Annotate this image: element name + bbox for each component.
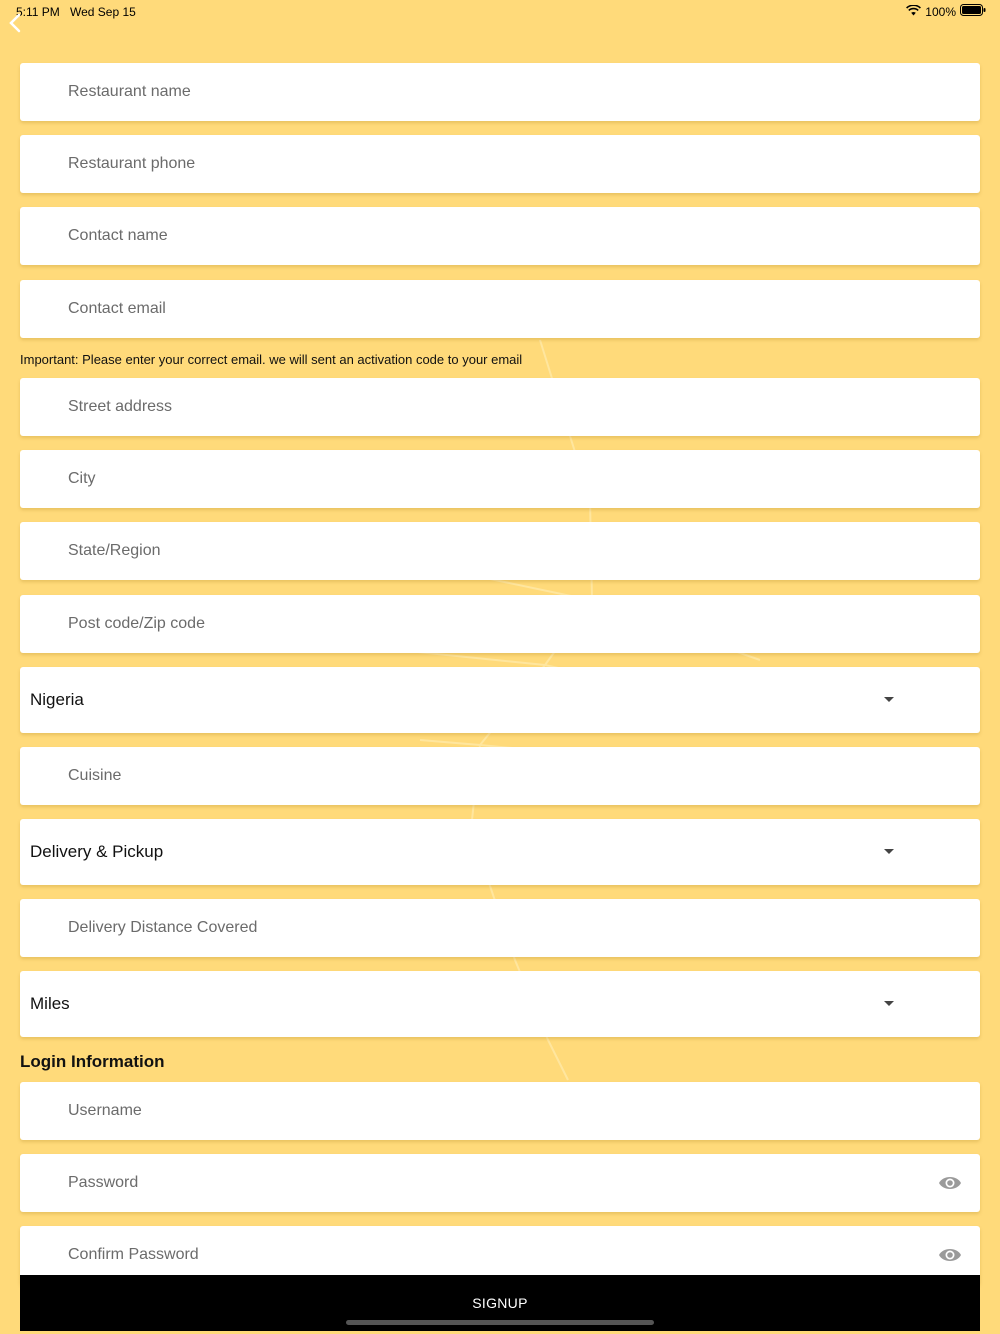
signup-button[interactable]: SIGNUP [20, 1275, 980, 1331]
service-type-select[interactable] [20, 819, 980, 885]
cuisine-input[interactable] [68, 747, 928, 805]
contact-email-field [20, 280, 980, 338]
street-address-input[interactable] [68, 378, 928, 436]
caret-down-icon [884, 849, 894, 854]
restaurant-name-input[interactable] [68, 63, 928, 121]
status-indicators [906, 4, 986, 19]
state-region-field [20, 522, 980, 580]
post-code-input[interactable] [68, 595, 928, 653]
battery-icon [960, 4, 986, 19]
caret-down-icon [884, 1001, 894, 1006]
password-field [20, 1154, 980, 1212]
restaurant-phone-input[interactable] [68, 135, 928, 193]
distance-unit-select[interactable] [20, 971, 980, 1037]
restaurant-name-field [20, 63, 980, 121]
home-indicator [346, 1320, 654, 1325]
delivery-distance-field [20, 899, 980, 957]
chevron-left-icon [9, 13, 21, 33]
back-button[interactable] [4, 10, 26, 36]
post-code-field [20, 595, 980, 653]
status-time: 5:11 PM [16, 5, 60, 19]
username-input[interactable] [68, 1082, 928, 1140]
country-selected-value: Nigeria [30, 690, 84, 709]
contact-name-field [20, 207, 980, 265]
username-field [20, 1082, 980, 1140]
delivery-distance-input[interactable] [68, 899, 928, 957]
restaurant-phone-field [20, 135, 980, 193]
street-address-field [20, 378, 980, 436]
email-note: Important: Please enter your correct email. we will sent an activation code to your email [20, 352, 523, 367]
caret-down-icon [884, 697, 894, 702]
city-input[interactable] [68, 450, 928, 508]
city-field [20, 450, 980, 508]
login-section-title: Login Information [20, 1052, 165, 1071]
eye-icon[interactable] [938, 1245, 962, 1265]
cuisine-field [20, 747, 980, 805]
status-bar [0, 0, 1000, 28]
status-date: Wed Sep 15 [70, 5, 136, 19]
battery-percent: 100% [925, 4, 956, 19]
password-input[interactable] [68, 1154, 928, 1212]
distance-unit-selected-value: Miles [30, 994, 70, 1013]
country-select[interactable] [20, 667, 980, 733]
eye-icon[interactable] [938, 1173, 962, 1193]
state-region-input[interactable] [68, 522, 928, 580]
contact-email-input[interactable] [68, 280, 928, 338]
wifi-icon [906, 5, 921, 19]
service-type-selected-value: Delivery & Pickup [30, 842, 164, 861]
contact-name-input[interactable] [68, 207, 928, 265]
